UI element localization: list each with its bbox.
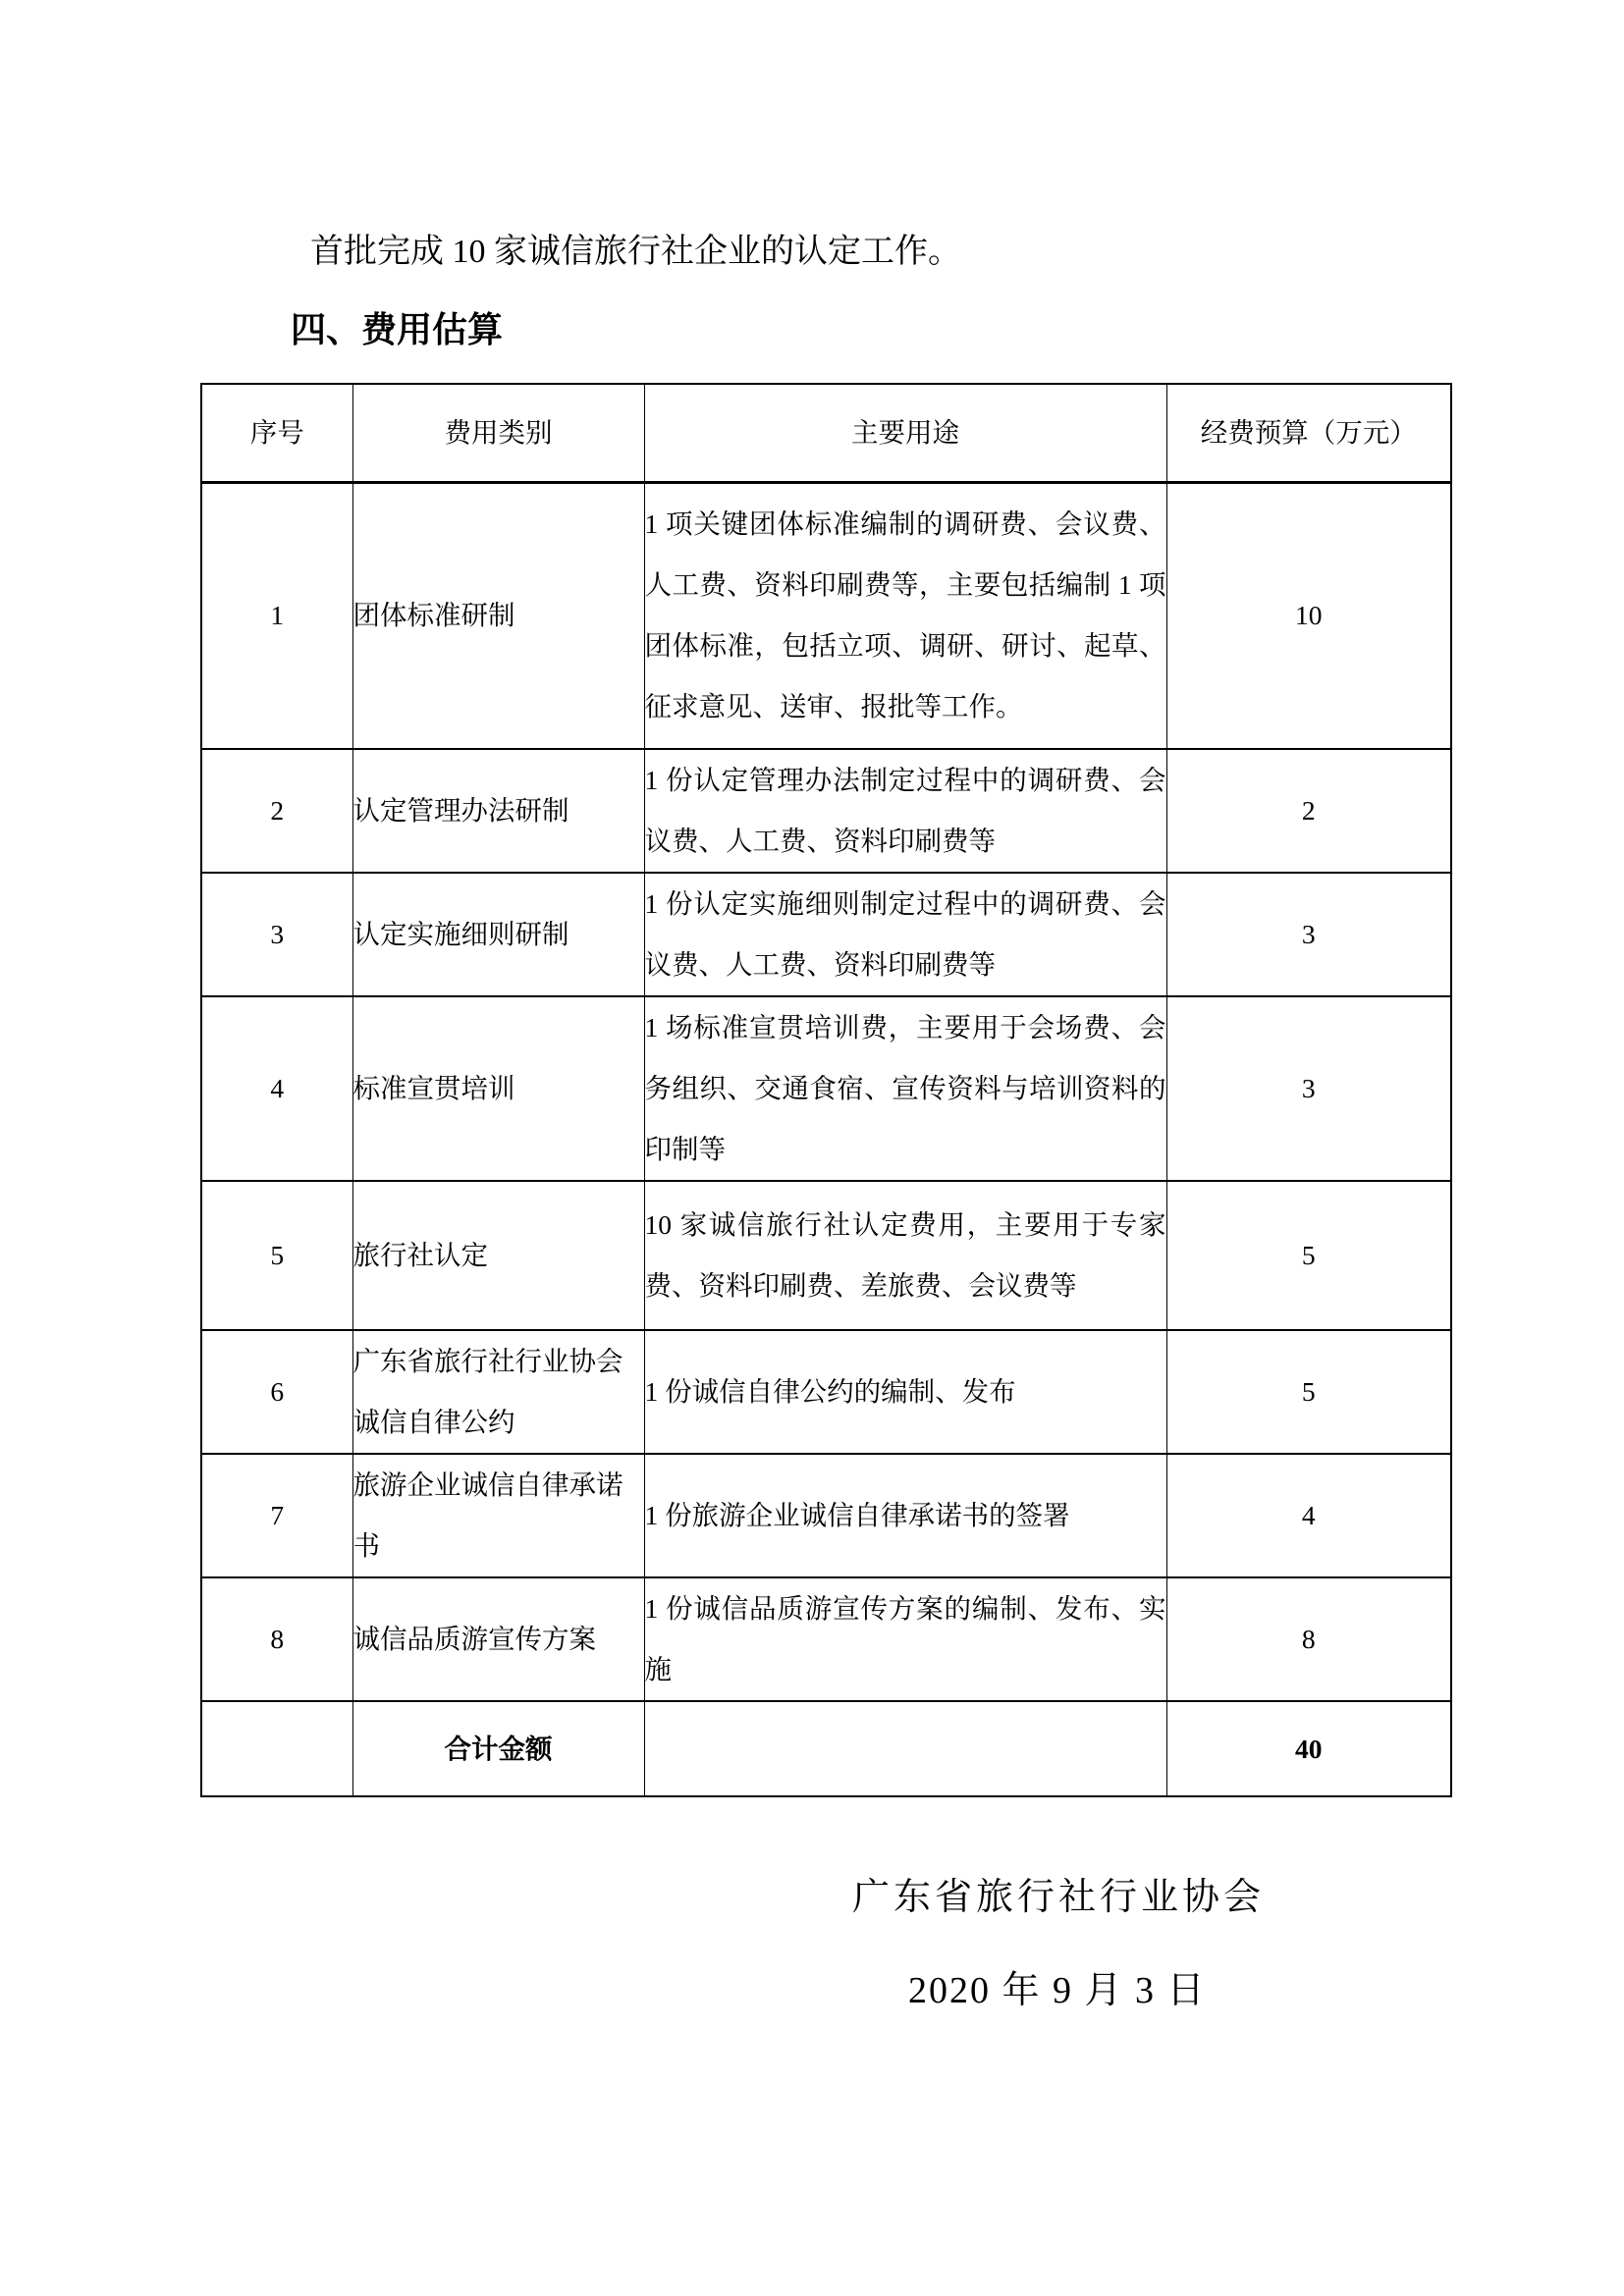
row-purpose-cell: 1 份认定管理办法制定过程中的调研费、会议费、人工费、资料印刷费等 [644,749,1166,873]
row-budget-cell: 3 [1166,873,1451,996]
table-row [201,996,1451,1181]
row-budget-cell: 5 [1166,1181,1451,1330]
row-purpose-cell: 1 项关键团体标准编制的调研费、会议费、人工费、资料印刷费等，主要包括编制 1 项团体标准，包括立项、调研、研讨、起草、征求意见、送审、报批等工作。 [644,482,1166,749]
table-row [201,749,1451,873]
table-row [201,1577,1451,1701]
footer-date: 2020 年 9 月 3 日 [908,1970,1207,2011]
total-label-cell: 合计金额 [352,1701,644,1796]
budget-table-body [201,482,1451,1701]
row-purpose-cell: 1 份诚信自律公约的编制、发布 [644,1330,1166,1454]
row-category-cell: 团体标准研制 [352,482,644,749]
footer-organization: 广东省旅行社行业协会 [852,1877,1266,1918]
row-category-cell: 认定管理办法研制 [352,749,644,873]
row-budget-cell: 5 [1166,1330,1451,1454]
table-row [201,873,1451,996]
row-category-cell: 标准宣贯培训 [352,996,644,1181]
table-row [201,482,1451,749]
header-row [201,384,1451,482]
row-purpose-cell: 1 份诚信品质游宣传方案的编制、发布、实施 [644,1577,1166,1701]
row-index-cell: 3 [201,873,352,996]
row-purpose-cell: 1 场标准宣贯培训费，主要用于会场费、会务组织、交通食宿、宣传资料与培训资料的印制等 [644,996,1166,1181]
section-heading: 四、费用估算 [291,309,504,349]
row-purpose-cell: 1 份认定实施细则制定过程中的调研费、会议费、人工费、资料印刷费等 [644,873,1166,996]
row-category-cell: 旅行社认定 [352,1181,644,1330]
row-index-cell: 6 [201,1330,352,1454]
body-paragraph: 首批完成 10 家诚信旅行社企业的认定工作。 [310,234,961,270]
total-row [201,1701,1451,1796]
row-index-cell: 2 [201,749,352,873]
header-cell-purpose: 主要用途 [644,384,1166,482]
row-category-cell: 认定实施细则研制 [352,873,644,996]
row-index-cell: 5 [201,1181,352,1330]
table-row [201,1181,1451,1330]
row-budget-cell: 10 [1166,482,1451,749]
row-budget-cell: 2 [1166,749,1451,873]
header-cell-category: 费用类别 [352,384,644,482]
header-cell-index: 序号 [201,384,352,482]
row-budget-cell: 4 [1166,1454,1451,1577]
row-purpose-cell: 1 份旅游企业诚信自律承诺书的签署 [644,1454,1166,1577]
budget-table [200,383,1452,1797]
total-value-cell: 40 [1166,1701,1451,1796]
table-row [201,1454,1451,1577]
row-index-cell: 8 [201,1577,352,1701]
total-empty-index-cell [201,1701,352,1796]
row-index-cell: 1 [201,482,352,749]
budget-table-header [201,384,1451,482]
row-index-cell: 4 [201,996,352,1181]
budget-table-footer [201,1701,1451,1796]
header-cell-budget: 经费预算（万元） [1166,384,1451,482]
row-category-cell: 广东省旅行社行业协会诚信自律公约 [352,1330,644,1454]
row-category-cell: 诚信品质游宣传方案 [352,1577,644,1701]
row-index-cell: 7 [201,1454,352,1577]
table-row [201,1330,1451,1454]
row-budget-cell: 3 [1166,996,1451,1181]
row-budget-cell: 8 [1166,1577,1451,1701]
row-purpose-cell: 10 家诚信旅行社认定费用，主要用于专家费、资料印刷费、差旅费、会议费等 [644,1181,1166,1330]
row-category-cell: 旅游企业诚信自律承诺书 [352,1454,644,1577]
total-empty-purpose-cell [644,1701,1166,1796]
